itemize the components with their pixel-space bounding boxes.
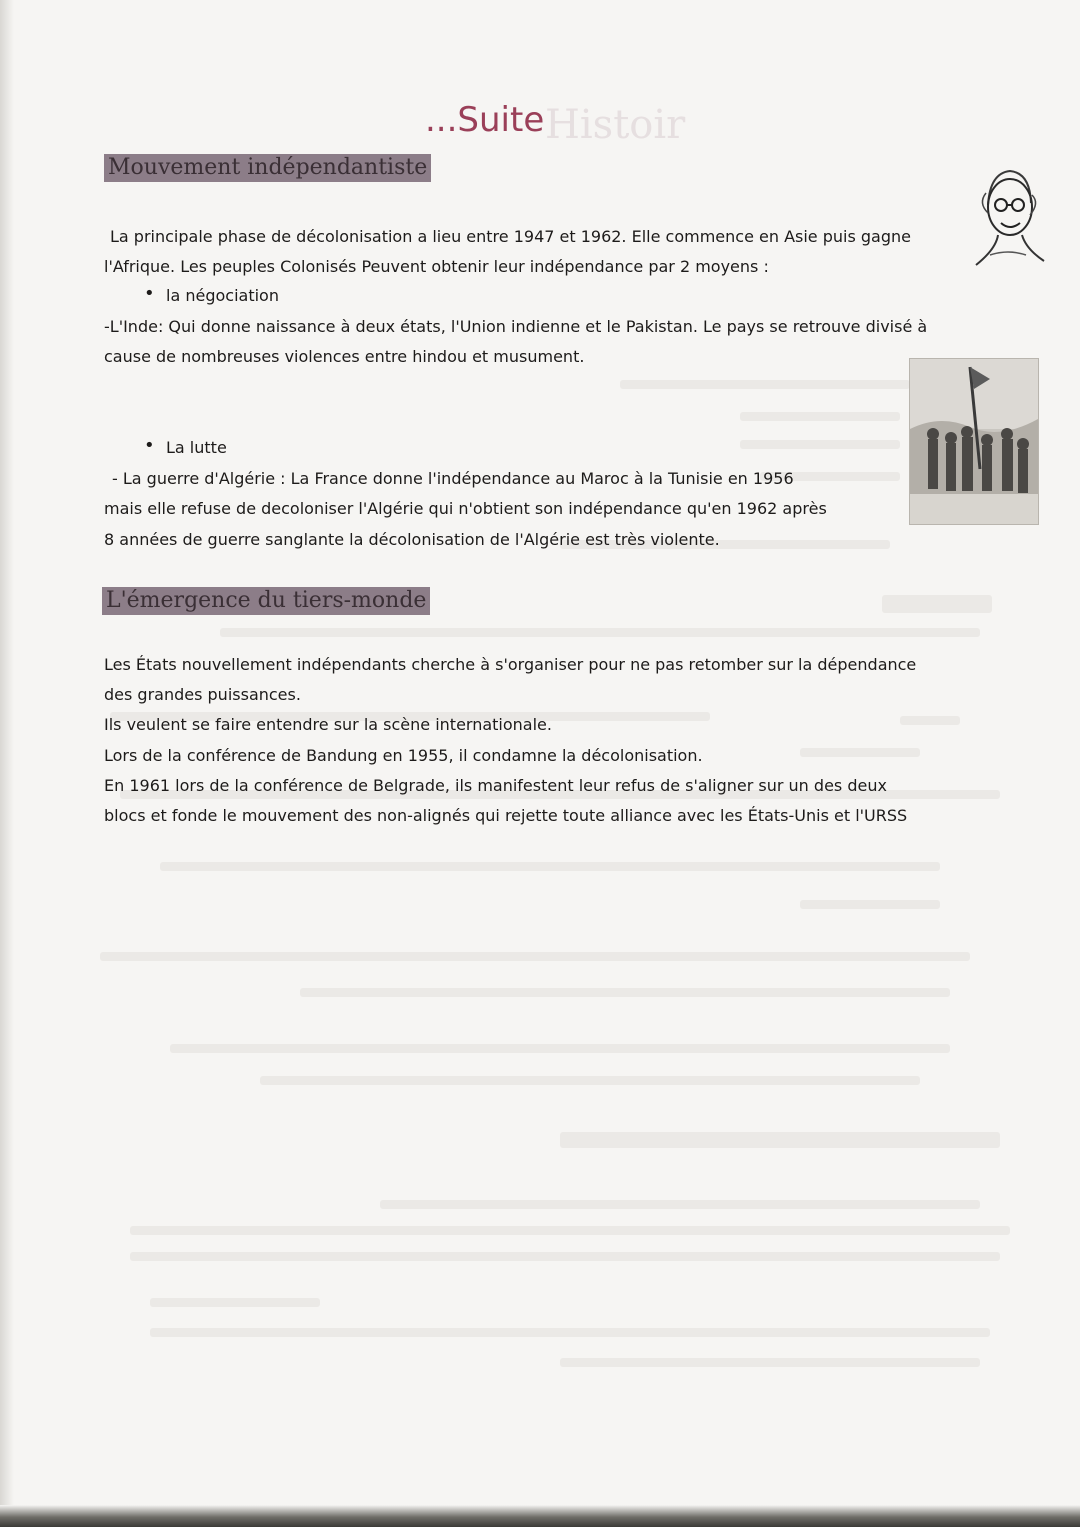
section-heading-tiers-monde: L'émergence du tiers-monde [102,587,430,615]
paragraph-line: des grandes puissances. [104,685,301,704]
paragraph-line: Ils veulent se faire entendre sur la scène internationale. [104,715,552,734]
paragraph-line: mais elle refuse de decoloniser l'Algérie qui n'obtient son indépendance qu'en 1962 après [104,499,827,518]
bullet-icon: • [144,435,155,456]
paragraph-line: En 1961 lors de la conférence de Belgrade, ils manifestent leur refus de s'aligner sur un des deux [104,776,887,795]
paragraph-line: blocs et fonde le mouvement des non-alignés qui rejette toute alliance avec les États-Unis et l'URSS [104,806,908,825]
paragraph-line: 8 années de guerre sanglante la décolonisation de l'Algérie est très violente. [104,530,720,549]
page-title: ...Suite [425,100,545,140]
gandhi-portrait-icon [968,165,1046,285]
page-title-group [425,100,745,152]
paragraph-line: La principale phase de décolonisation a lieu entre 1947 et 1962. Elle commence en Asie puis gagne [110,227,911,246]
paragraph-line: cause de nombreuses violences entre hindou et musument. [104,347,585,366]
paragraph-line: Lors de la conférence de Bandung en 1955, il condamne la décolonisation. [104,746,703,765]
bullet-item-negociation: la négociation [166,286,279,305]
paragraph-line: - La guerre d'Algérie : La France donne l'indépendance au Maroc à la Tunisie en 1956 [112,469,794,488]
paragraph-line: -L'Inde: Qui donne naissance à deux états, l'Union indienne et le Pakistan. Le pays se retrouve divisé à [104,317,928,336]
bullet-icon: • [144,283,155,304]
title-bleed-through: Histoir [545,102,686,148]
section-heading-mouvement: Mouvement indépendantiste [104,154,431,182]
bullet-item-lutte: La lutte [166,438,227,457]
paragraph-line: Les États nouvellement indépendants cherche à s'organiser pour ne pas retomber sur la dépendance [104,655,917,674]
war-photo [909,358,1039,525]
paragraph-line: l'Afrique. Les peuples Colonisés Peuvent obtenir leur indépendance par 2 moyens : [104,257,769,276]
page-bottom-edge [0,1505,1080,1527]
